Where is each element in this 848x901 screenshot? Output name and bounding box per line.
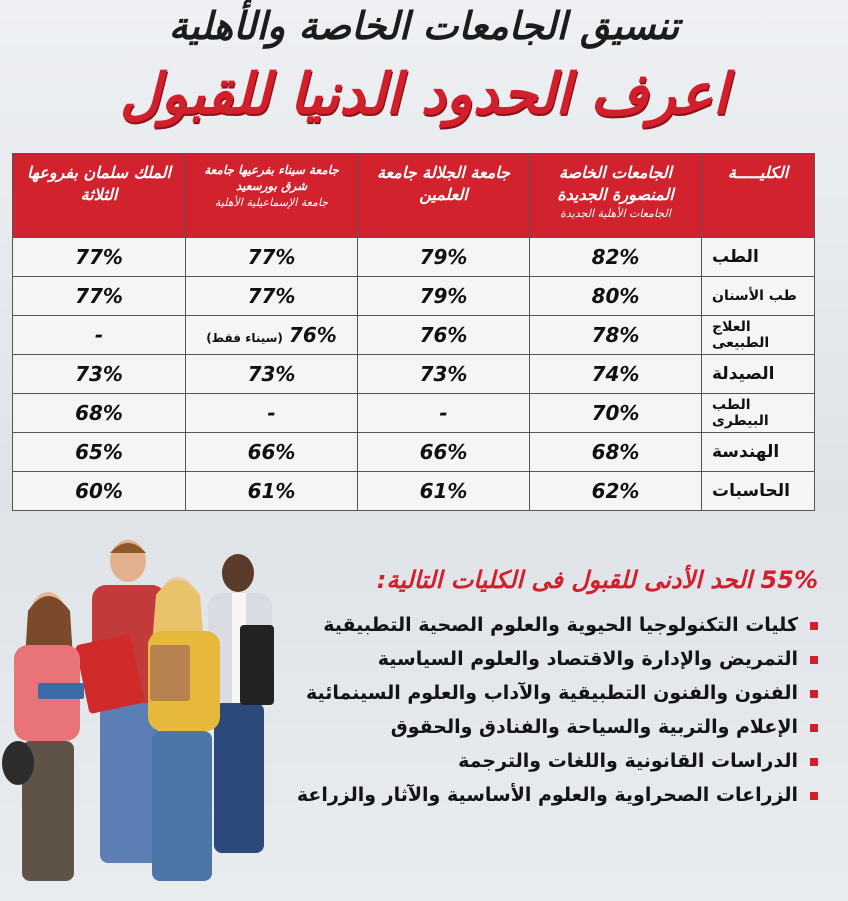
value-cell: 77% — [13, 238, 186, 277]
faculty-cell: الطب — [702, 238, 815, 277]
faculty-cell: الهندسة — [702, 433, 815, 472]
table-row — [13, 277, 815, 316]
table-row — [13, 472, 815, 511]
value-cell: - — [358, 394, 530, 433]
value-cell: 62% — [530, 472, 702, 511]
value-cell: 60% — [13, 472, 186, 511]
value-cell: 61% — [358, 472, 530, 511]
sinai-only-note: (سيناء فقط) — [206, 331, 283, 345]
bullet-icon — [810, 622, 818, 630]
value-cell: 77% — [186, 238, 358, 277]
value-cell: - — [13, 316, 186, 355]
value-cell: 73% — [358, 355, 530, 394]
value-cell: 79% — [358, 277, 530, 316]
list-item: الإعلام والتربية والسياحة والفنادق والحقوق — [297, 710, 818, 744]
bullet-icon — [810, 758, 818, 766]
list-item: الزراعات الصحراوية والعلوم الأساسية والآثار والزراعة — [297, 778, 818, 812]
faculty-cell: العلاج الطبيعى — [702, 316, 815, 355]
value-cell: - — [186, 394, 358, 433]
page-title: تنسيق الجامعات الخاصة والأهلية — [168, 4, 680, 48]
list-item: الفنون والفنون التطبيقية والآداب والعلوم السينمائية — [297, 676, 818, 710]
student-figure — [2, 592, 84, 881]
value-cell: 68% — [530, 433, 702, 472]
faculty-cell: الصيدلة — [702, 355, 815, 394]
value-cell: 79% — [358, 238, 530, 277]
value-cell: 73% — [13, 355, 186, 394]
page-subtitle: اعرف الحدود الدنيا للقبول — [119, 62, 729, 127]
minimum-faculty-list — [297, 608, 818, 812]
value-cell: 82% — [530, 238, 702, 277]
value-cell: 66% — [358, 433, 530, 472]
table-row — [13, 433, 815, 472]
bullet-icon — [810, 690, 818, 698]
bullet-icon — [810, 792, 818, 800]
table-row — [13, 394, 815, 433]
column-header-faculty: الكليـــــة — [702, 154, 815, 238]
value-cell: 74% — [530, 355, 702, 394]
table-row — [13, 355, 815, 394]
value-cell: 77% — [186, 277, 358, 316]
column-header-sinai-portsaid: جامعة سيناء بفرعيها جامعة شرق بورسعيد جامعة الإسماعيلية الأهلية — [186, 154, 358, 238]
bullet-icon — [810, 724, 818, 732]
table-row — [13, 316, 815, 355]
value-cell: 68% — [13, 394, 186, 433]
table-header-row — [13, 154, 815, 238]
value-cell: 77% — [13, 277, 186, 316]
value-cell: 78% — [530, 316, 702, 355]
list-item: كليات التكنولوجيا الحيوية والعلوم الصحية التطبيقية — [297, 608, 818, 642]
value-cell: 80% — [530, 277, 702, 316]
students-illustration — [0, 535, 300, 901]
bullet-icon — [810, 656, 818, 664]
value-cell: 61% — [186, 472, 358, 511]
value-cell: 66% — [186, 433, 358, 472]
list-item: الدراسات القانونية واللغات والترجمة — [297, 744, 818, 778]
admission-table — [12, 153, 815, 511]
faculty-cell: الحاسبات — [702, 472, 815, 511]
column-header-king-salman: الملك سلمان بفروعها الثلاثة — [13, 154, 186, 238]
faculty-cell: طب الأسنان — [702, 277, 815, 316]
minimum-55-heading: 55% الحد الأدنى للقبول فى الكليات التالية: — [376, 566, 818, 594]
column-header-galala-alamein: جامعة الجلالة جامعة العلمين — [358, 154, 530, 238]
faculty-cell: الطب البيطرى — [702, 394, 815, 433]
table-row — [13, 238, 815, 277]
value-cell: 65% — [13, 433, 186, 472]
list-item: التمريض والإدارة والاقتصاد والعلوم السياسية — [297, 642, 818, 676]
column-header-private-mansoura: الجامعات الخاصة المنصورة الجديدة الجامعات الأهلية الجديدة — [530, 154, 702, 238]
value-cell: 70% — [530, 394, 702, 433]
value-cell: 76% — [358, 316, 530, 355]
value-cell: 73% — [186, 355, 358, 394]
value-cell: 76%(سيناء فقط) — [186, 316, 358, 355]
